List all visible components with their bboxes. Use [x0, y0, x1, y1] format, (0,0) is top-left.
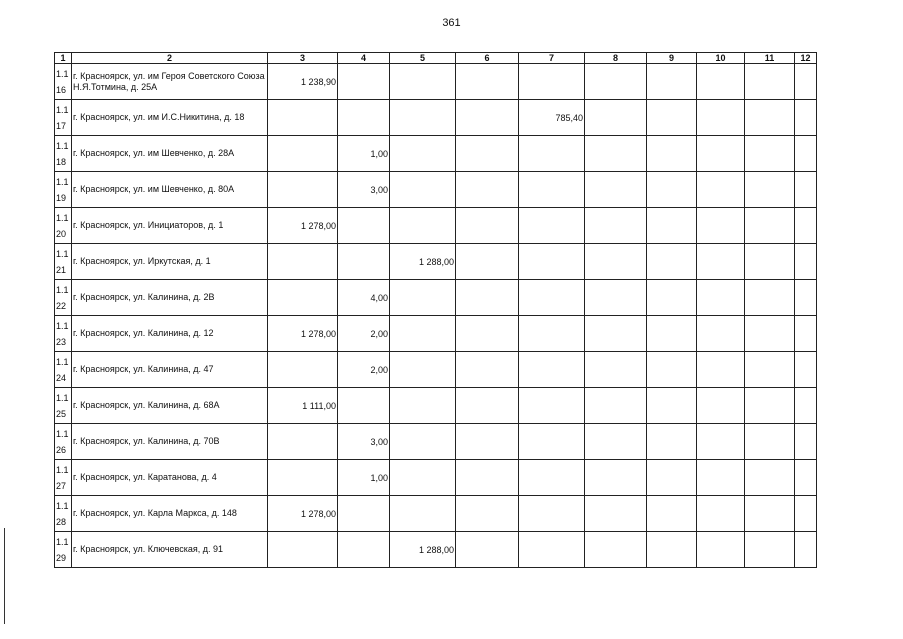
table-row [55, 496, 817, 532]
row-number-part: 1.1 [56, 320, 69, 331]
value-cell-col-7 [519, 136, 585, 172]
value-cell-col-10 [697, 64, 745, 100]
value-cell-col-11 [745, 172, 795, 208]
table-row [55, 64, 817, 100]
value-cell-col-3 [268, 172, 338, 208]
value-cell-col-12 [795, 64, 817, 100]
value-cell-col-6 [456, 532, 519, 568]
value-cell-col-5 [390, 424, 456, 460]
value-cell-col-11 [745, 532, 795, 568]
table-row [55, 244, 817, 280]
table-row [55, 460, 817, 496]
value-cell-col-3 [268, 136, 338, 172]
value-cell-col-10 [697, 280, 745, 316]
value-cell-col-12 [795, 208, 817, 244]
column-header-7: 7 [519, 53, 585, 64]
value-cell-col-10 [697, 208, 745, 244]
value-cell-col-7 [519, 244, 585, 280]
value-cell-col-5: 1 288,00 [390, 532, 456, 568]
value-cell-col-3 [268, 352, 338, 388]
value-cell-col-6 [456, 208, 519, 244]
row-number-part: 24 [56, 372, 67, 383]
value-cell-col-9 [647, 460, 697, 496]
table-row [55, 280, 817, 316]
row-number-part: 28 [56, 516, 67, 527]
address-cell: г. Красноярск, ул. Калинина, д. 68А [72, 388, 268, 424]
row-number-cell [55, 64, 72, 100]
value-cell-col-10 [697, 172, 745, 208]
value-cell-col-4: 1,00 [338, 136, 390, 172]
value-cell-col-5 [390, 460, 456, 496]
value-cell-col-9 [647, 172, 697, 208]
row-number-cell [55, 352, 72, 388]
value-cell-col-4 [338, 496, 390, 532]
address-cell: г. Красноярск, ул. им Героя Советского Союза Н.Я.Тотмина, д. 25А [72, 64, 268, 100]
value-cell-col-10 [697, 136, 745, 172]
address-cell: г. Красноярск, ул. Калинина, д. 2В [72, 280, 268, 316]
value-cell-col-10 [697, 100, 745, 136]
value-cell-col-8 [585, 532, 647, 568]
value-cell-col-9 [647, 244, 697, 280]
column-header-10: 10 [697, 53, 745, 64]
value-cell-col-12 [795, 460, 817, 496]
value-cell-col-7 [519, 424, 585, 460]
value-cell-col-7 [519, 388, 585, 424]
value-cell-col-4 [338, 244, 390, 280]
table-row [55, 100, 817, 136]
value-cell-col-10 [697, 352, 745, 388]
value-cell-col-5 [390, 280, 456, 316]
table-row [55, 424, 817, 460]
value-cell-col-6 [456, 64, 519, 100]
value-cell-col-9 [647, 496, 697, 532]
value-cell-col-7 [519, 316, 585, 352]
value-cell-col-8 [585, 100, 647, 136]
row-number-part: 1.1 [56, 176, 69, 187]
value-cell-col-4: 2,00 [338, 316, 390, 352]
row-number-part: 1.1 [56, 356, 69, 367]
value-cell-col-10 [697, 388, 745, 424]
value-cell-col-9 [647, 280, 697, 316]
value-cell-col-3: 1 278,00 [268, 496, 338, 532]
value-cell-col-4 [338, 532, 390, 568]
value-cell-col-12 [795, 388, 817, 424]
value-cell-col-4: 2,00 [338, 352, 390, 388]
value-cell-col-6 [456, 352, 519, 388]
address-cell: г. Красноярск, ул. Инициаторов, д. 1 [72, 208, 268, 244]
row-number-part: 23 [56, 336, 67, 347]
address-cell: г. Красноярск, ул. Карла Маркса, д. 148 [72, 496, 268, 532]
address-cell: г. Красноярск, ул. Иркутская, д. 1 [72, 244, 268, 280]
row-number-cell [55, 244, 72, 280]
row-number-part: 1.1 [56, 392, 69, 403]
value-cell-col-8 [585, 64, 647, 100]
value-cell-col-10 [697, 532, 745, 568]
value-cell-col-6 [456, 460, 519, 496]
value-cell-col-9 [647, 136, 697, 172]
value-cell-col-7 [519, 208, 585, 244]
value-cell-col-3: 1 111,00 [268, 388, 338, 424]
row-number-cell [55, 100, 72, 136]
column-header-12: 12 [795, 53, 817, 64]
value-cell-col-5 [390, 136, 456, 172]
value-cell-col-3 [268, 532, 338, 568]
value-cell-col-9 [647, 532, 697, 568]
scan-edge-line [4, 528, 5, 624]
value-cell-col-6 [456, 316, 519, 352]
value-cell-col-12 [795, 136, 817, 172]
value-cell-col-3: 1 238,90 [268, 64, 338, 100]
value-cell-col-12 [795, 280, 817, 316]
address-cell: г. Красноярск, ул. Каратанова, д. 4 [72, 460, 268, 496]
address-cell: г. Красноярск, ул. им И.С.Никитина, д. 18 [72, 100, 268, 136]
value-cell-col-5 [390, 316, 456, 352]
value-cell-col-8 [585, 208, 647, 244]
row-number-part: 17 [56, 120, 67, 131]
value-cell-col-9 [647, 208, 697, 244]
value-cell-col-3 [268, 244, 338, 280]
value-cell-col-8 [585, 280, 647, 316]
column-header-9: 9 [647, 53, 697, 64]
column-header-5: 5 [390, 53, 456, 64]
value-cell-col-9 [647, 352, 697, 388]
value-cell-col-5 [390, 388, 456, 424]
row-number-cell [55, 208, 72, 244]
table-row [55, 388, 817, 424]
table-row [55, 172, 817, 208]
address-cell: г. Красноярск, ул. Калинина, д. 70В [72, 424, 268, 460]
value-cell-col-8 [585, 316, 647, 352]
value-cell-col-11 [745, 136, 795, 172]
value-cell-col-7 [519, 532, 585, 568]
value-cell-col-11 [745, 280, 795, 316]
value-cell-col-8 [585, 388, 647, 424]
value-cell-col-5 [390, 100, 456, 136]
table-body [55, 64, 817, 568]
value-cell-col-11 [745, 316, 795, 352]
address-cell: г. Красноярск, ул. Калинина, д. 47 [72, 352, 268, 388]
value-cell-col-5 [390, 172, 456, 208]
value-cell-col-5 [390, 64, 456, 100]
value-cell-col-12 [795, 172, 817, 208]
value-cell-col-12 [795, 496, 817, 532]
header-row [55, 53, 817, 64]
row-number-cell [55, 460, 72, 496]
value-cell-col-5 [390, 208, 456, 244]
value-cell-col-3 [268, 100, 338, 136]
value-cell-col-6 [456, 172, 519, 208]
value-cell-col-6 [456, 136, 519, 172]
value-cell-col-11 [745, 388, 795, 424]
value-cell-col-5 [390, 352, 456, 388]
column-header-11: 11 [745, 53, 795, 64]
row-number-part: 18 [56, 156, 67, 167]
value-cell-col-7 [519, 352, 585, 388]
value-cell-col-4 [338, 208, 390, 244]
row-number-part: 16 [56, 84, 67, 95]
value-cell-col-3 [268, 424, 338, 460]
row-number-part: 1.1 [56, 248, 69, 259]
row-number-part: 1.1 [56, 284, 69, 295]
row-number-cell [55, 172, 72, 208]
row-number-part: 21 [56, 264, 67, 275]
row-number-part: 1.1 [56, 212, 69, 223]
row-number-part: 1.1 [56, 536, 69, 547]
value-cell-col-3: 1 278,00 [268, 316, 338, 352]
value-cell-col-8 [585, 136, 647, 172]
value-cell-col-11 [745, 64, 795, 100]
value-cell-col-6 [456, 280, 519, 316]
row-number-part: 20 [56, 228, 67, 239]
value-cell-col-8 [585, 460, 647, 496]
table-row [55, 136, 817, 172]
column-header-6: 6 [456, 53, 519, 64]
value-cell-col-10 [697, 316, 745, 352]
address-cell: г. Красноярск, ул. им Шевченко, д. 80А [72, 172, 268, 208]
table-row [55, 316, 817, 352]
column-header-8: 8 [585, 53, 647, 64]
value-cell-col-9 [647, 388, 697, 424]
value-cell-col-10 [697, 424, 745, 460]
value-cell-col-8 [585, 352, 647, 388]
column-header-2: 2 [72, 53, 268, 64]
value-cell-col-4 [338, 64, 390, 100]
row-number-cell [55, 136, 72, 172]
address-cell: г. Красноярск, ул. Калинина, д. 12 [72, 316, 268, 352]
value-cell-col-6 [456, 424, 519, 460]
value-cell-col-12 [795, 352, 817, 388]
value-cell-col-4: 3,00 [338, 172, 390, 208]
data-table [54, 52, 817, 568]
value-cell-col-4: 3,00 [338, 424, 390, 460]
value-cell-col-8 [585, 244, 647, 280]
value-cell-col-7 [519, 496, 585, 532]
table-row [55, 532, 817, 568]
value-cell-col-4: 1,00 [338, 460, 390, 496]
row-number-part: 22 [56, 300, 67, 311]
value-cell-col-5 [390, 496, 456, 532]
row-number-part: 1.1 [56, 104, 69, 115]
row-number-cell [55, 424, 72, 460]
value-cell-col-11 [745, 460, 795, 496]
value-cell-col-10 [697, 244, 745, 280]
value-cell-col-9 [647, 424, 697, 460]
value-cell-col-8 [585, 496, 647, 532]
row-number-cell [55, 388, 72, 424]
row-number-part: 1.1 [56, 500, 69, 511]
value-cell-col-5: 1 288,00 [390, 244, 456, 280]
value-cell-col-8 [585, 172, 647, 208]
column-header-4: 4 [338, 53, 390, 64]
row-number-cell [55, 280, 72, 316]
row-number-part: 25 [56, 408, 67, 419]
row-number-part: 19 [56, 192, 67, 203]
value-cell-col-4 [338, 388, 390, 424]
address-cell: г. Красноярск, ул. им Шевченко, д. 28А [72, 136, 268, 172]
row-number-part: 1.1 [56, 140, 69, 151]
table-row [55, 352, 817, 388]
value-cell-col-7 [519, 64, 585, 100]
value-cell-col-12 [795, 424, 817, 460]
value-cell-col-11 [745, 244, 795, 280]
value-cell-col-7 [519, 460, 585, 496]
value-cell-col-12 [795, 532, 817, 568]
value-cell-col-8 [585, 424, 647, 460]
table-row [55, 208, 817, 244]
value-cell-col-12 [795, 244, 817, 280]
row-number-part: 1.1 [56, 428, 69, 439]
column-header-1: 1 [55, 53, 72, 64]
row-number-part: 1.1 [56, 68, 69, 79]
row-number-part: 27 [56, 480, 67, 491]
address-cell: г. Красноярск, ул. Ключевская, д. 91 [72, 532, 268, 568]
row-number-cell [55, 496, 72, 532]
column-header-3: 3 [268, 53, 338, 64]
value-cell-col-3 [268, 280, 338, 316]
page-number: 361 [442, 17, 461, 29]
value-cell-col-6 [456, 244, 519, 280]
value-cell-col-9 [647, 100, 697, 136]
value-cell-col-9 [647, 64, 697, 100]
row-number-cell [55, 316, 72, 352]
value-cell-col-9 [647, 316, 697, 352]
value-cell-col-4: 4,00 [338, 280, 390, 316]
value-cell-col-11 [745, 352, 795, 388]
value-cell-col-4 [338, 100, 390, 136]
value-cell-col-10 [697, 460, 745, 496]
row-number-part: 29 [56, 552, 67, 563]
value-cell-col-7: 785,40 [519, 100, 585, 136]
value-cell-col-6 [456, 388, 519, 424]
value-cell-col-3: 1 278,00 [268, 208, 338, 244]
value-cell-col-6 [456, 496, 519, 532]
value-cell-col-11 [745, 496, 795, 532]
value-cell-col-6 [456, 100, 519, 136]
value-cell-col-7 [519, 172, 585, 208]
row-number-part: 26 [56, 444, 67, 455]
value-cell-col-7 [519, 280, 585, 316]
row-number-part: 1.1 [56, 464, 69, 475]
value-cell-col-11 [745, 208, 795, 244]
value-cell-col-11 [745, 100, 795, 136]
value-cell-col-3 [268, 460, 338, 496]
value-cell-col-10 [697, 496, 745, 532]
value-cell-col-12 [795, 316, 817, 352]
value-cell-col-12 [795, 100, 817, 136]
row-number-cell [55, 532, 72, 568]
value-cell-col-11 [745, 424, 795, 460]
